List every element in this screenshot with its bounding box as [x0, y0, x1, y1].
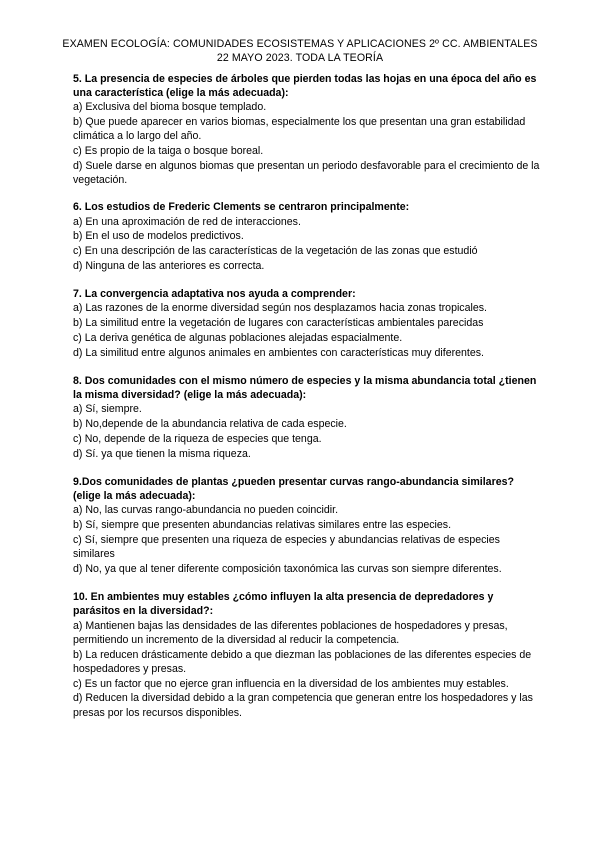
question-title: 10. En ambientes muy estables ¿cómo influyen la alta presencia de depredadores y parásitos en la diversidad?: [73, 591, 494, 618]
question-5 [73, 72, 543, 187]
option-d: d) No, ya que al tener diferente composición taxonómica las curvas son siempre diferentes. [73, 563, 502, 575]
option-b: b) Sí, siempre que presenten abundancias relativas similares entre las especies. [73, 519, 452, 532]
question-9 [73, 475, 543, 576]
question-title: 9.Dos comunidades de plantas ¿pueden presentar curvas rango-abundancia similares? (elige la más adecuada): [73, 476, 514, 503]
exam-title: EXAMEN ECOLOGÍA: COMUNIDADES ECOSISTEMAS Y APLICACIONES 2º CC. AMBIENTALES [62, 38, 538, 50]
option-d: d) Suele darse en algunos biomas que presentan un periodo desfavorable para el crecimiento de la vegetación. [73, 160, 540, 187]
option-a: a) Mantienen bajas las densidades de las diferentes poblaciones de hospedadores y presas, permitiendo un incremento de la diversidad al reducir la competencia. [73, 619, 508, 646]
option-a: a) En una aproximación de red de interacciones. [73, 215, 301, 228]
option-c: c) En una descripción de las características de la vegetación de las zonas que estudió [73, 245, 478, 258]
question-7 [73, 287, 543, 360]
option-a: a) Exclusiva del bioma bosque templado. [73, 101, 267, 114]
exam-date: 22 MAYO 2023. TODA LA TEORÍA [216, 52, 384, 64]
option-a: a) No, las curvas rango-abundancia no pueden coincidir. [73, 504, 339, 517]
option-c: c) Sí, siempre que presenten una riqueza de especies y abundancias relativas de especies similares [73, 534, 500, 561]
option-b: b) En el uso de modelos predictivos. [73, 230, 244, 243]
option-d: d) Reducen la diversidad debido a la gran competencia que generan entre los hospedadores y las presas por los recursos disponibles. [73, 692, 533, 719]
option-a: a) Sí, siempre. [73, 403, 142, 416]
option-d: d) Ninguna de las anteriores es correcta. [73, 260, 265, 272]
question-title: 6. Los estudios de Frederic Clements se centraron principalmente: [73, 201, 410, 214]
question-title: 7. La convergencia adaptativa nos ayuda a comprender: [73, 288, 356, 301]
question-8 [73, 374, 543, 461]
exam-header [40, 37, 560, 65]
option-b: b) No,depende de la abundancia relativa de cada especie. [73, 418, 347, 431]
option-c: c) La deriva genética de algunas poblaciones alejadas espacialmente. [73, 332, 403, 344]
option-d: d) Sí. ya que tienen la misma riqueza. [73, 447, 251, 460]
option-c: c) No, depende de la riqueza de especies que tenga. [73, 433, 322, 445]
option-c: c) Es propio de la taiga o bosque boreal. [73, 145, 264, 158]
questions-list [73, 72, 543, 733]
question-10 [73, 590, 543, 720]
option-b: b) Que puede aparecer en varios biomas, especialmente los que presentan una gran estabilidad climática a lo largo del año. [73, 116, 526, 143]
option-d: d) La similitud entre algunos animales en ambientes con características muy diferentes. [73, 346, 485, 359]
question-6 [73, 200, 543, 273]
question-title: 8. Dos comunidades con el mismo número de especies y la misma abundancia total ¿tienen la misma diversidad? (elige la más adecuada): [73, 375, 537, 402]
option-a: a) Las razones de la enorme diversidad según nos desplazamos hacia zonas tropicales. [73, 302, 487, 315]
option-b: b) La reducen drásticamente debido a que diezman las poblaciones de las diferentes especies de hospedadores y presas. [73, 648, 532, 675]
option-b: b) La similitud entre la vegetación de lugares con características ambientales parecidas [73, 317, 484, 330]
question-title: 5. La presencia de especies de árboles que pierden todas las hojas en una época del año es una característica (elige la más adecuada): [73, 73, 537, 100]
option-c: c) Es un factor que no ejerce gran influencia en la diversidad de los ambientes muy estables. [73, 677, 509, 690]
